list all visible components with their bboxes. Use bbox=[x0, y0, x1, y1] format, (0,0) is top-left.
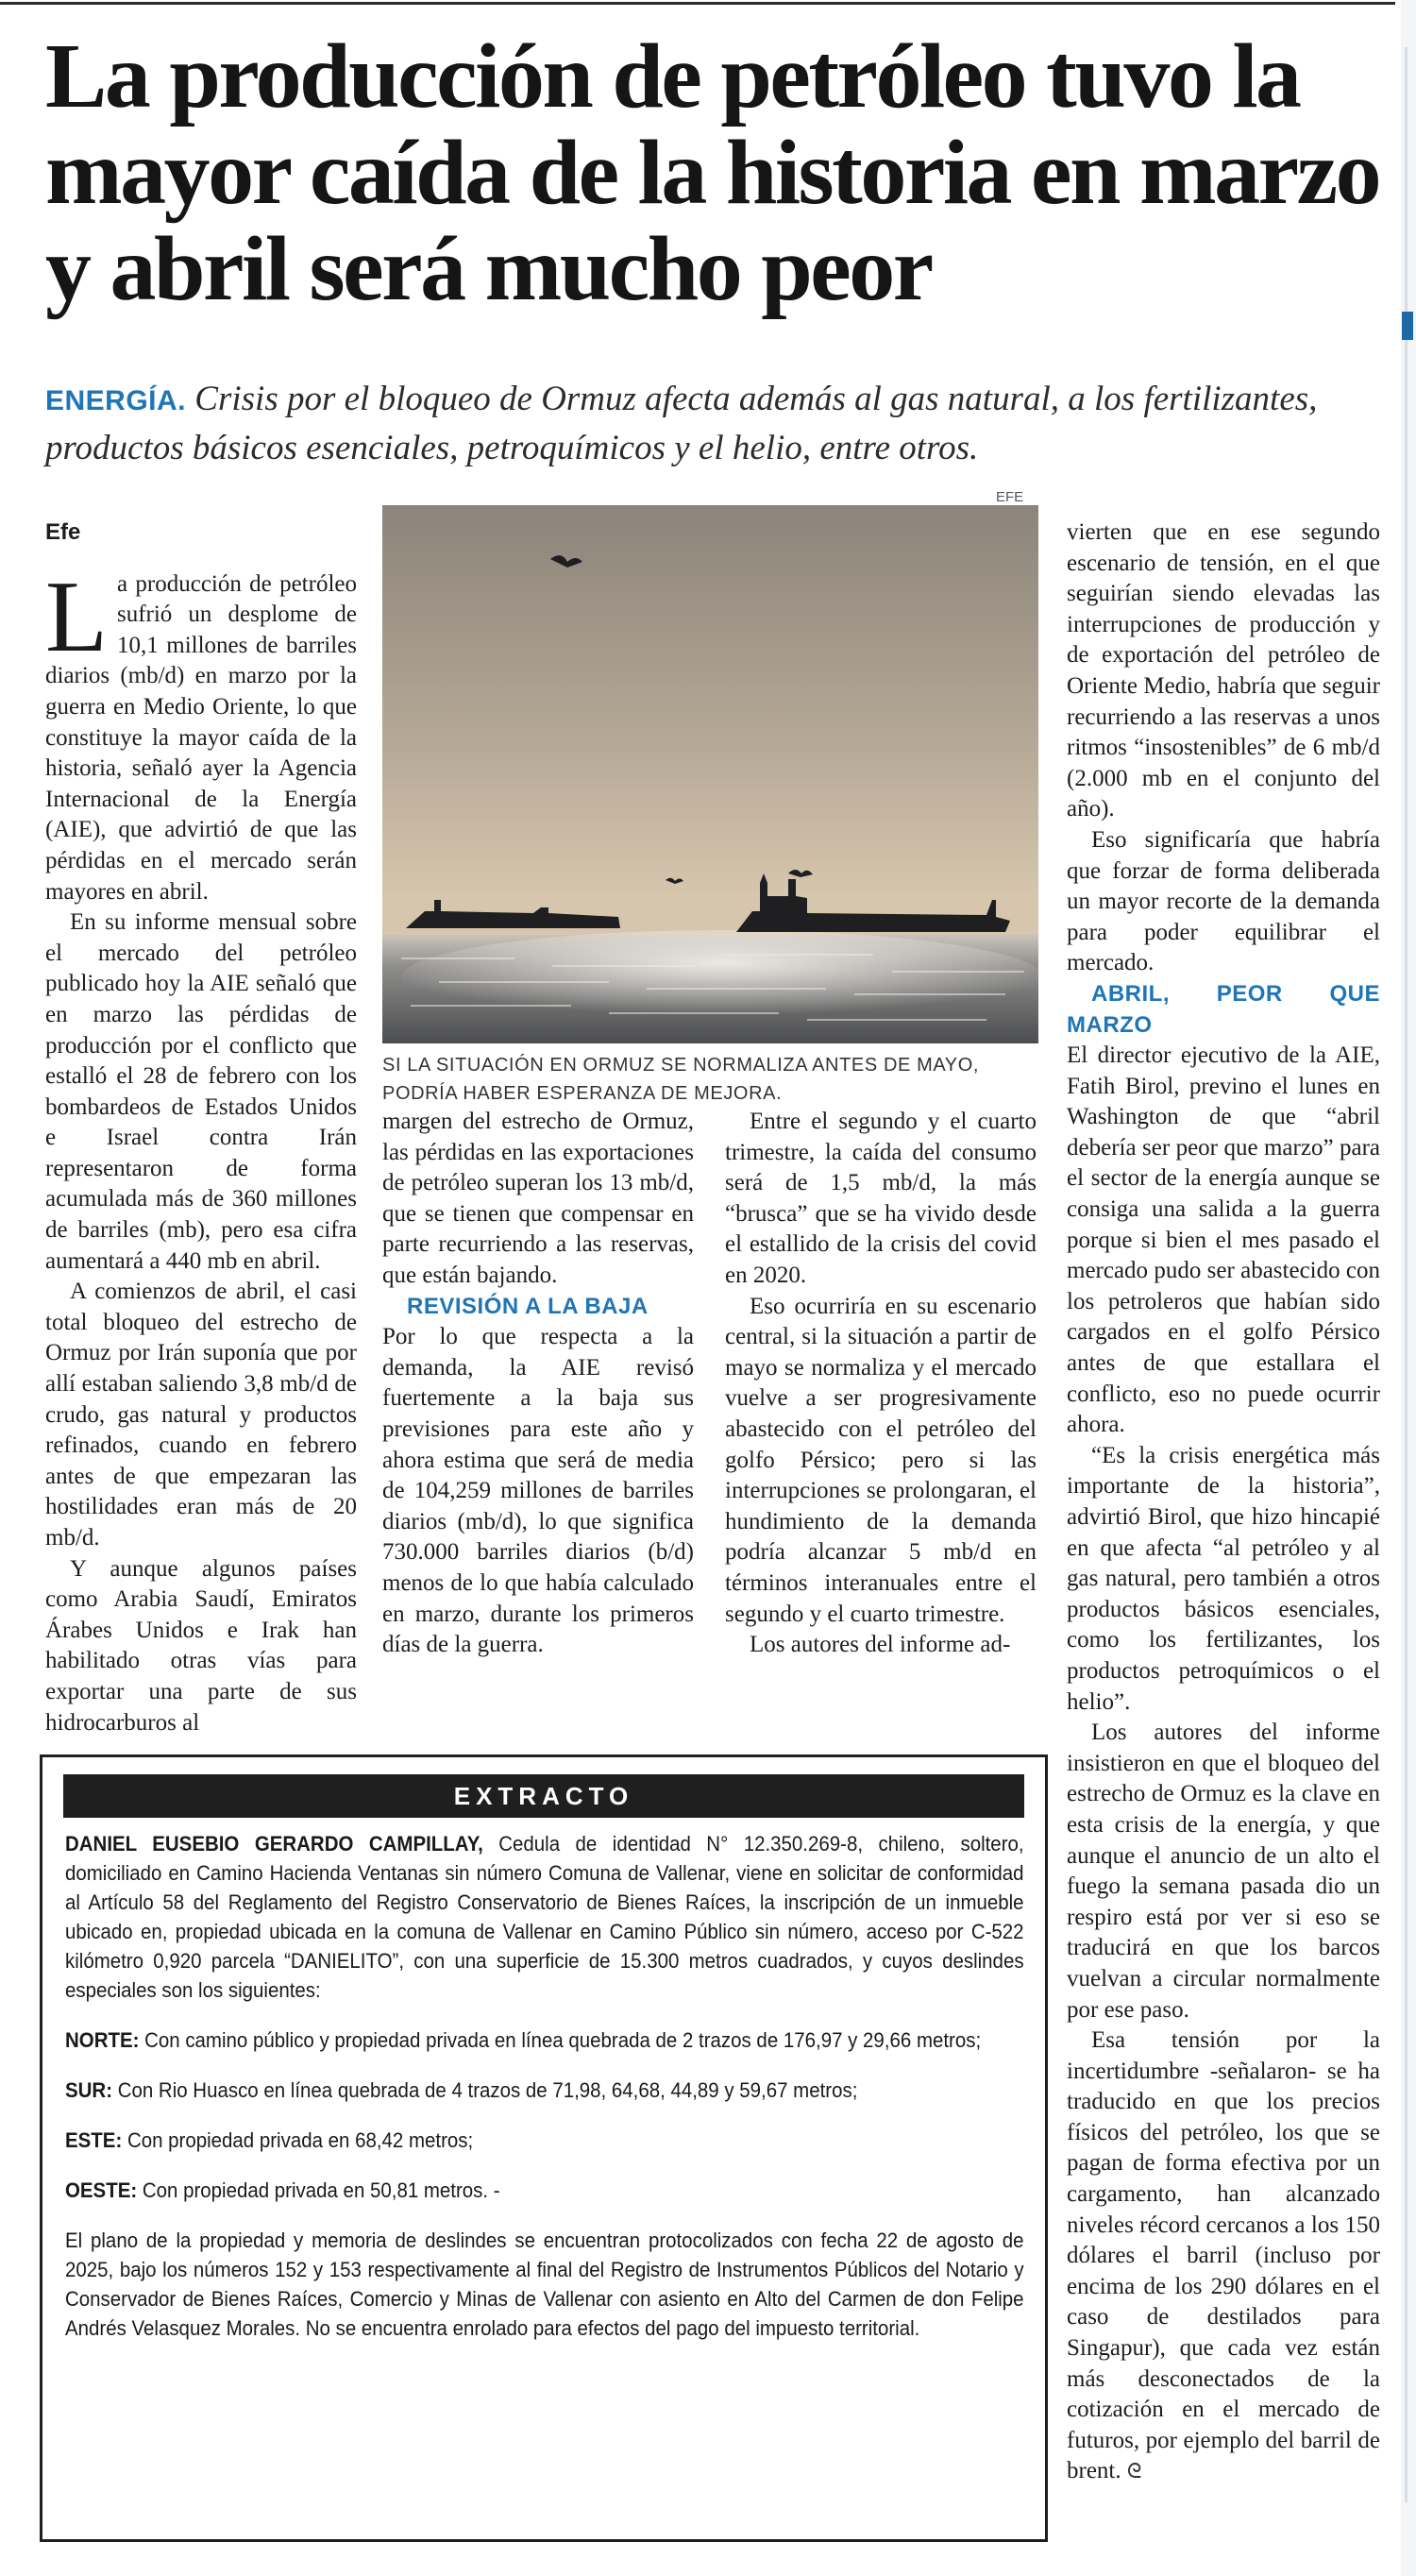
subhead-revision: REVISIÓN A LA BAJA bbox=[407, 1293, 649, 1319]
column-3 bbox=[725, 1107, 1037, 1661]
legal-notice-title: EXTRACTO bbox=[63, 1774, 1024, 1818]
top-rule bbox=[0, 2, 1395, 5]
col4-paragraph-2: Eso significaría que habría que forzar de forma deliberada un mayor recorte de la demanda para poder equilibrar el mercado. bbox=[1067, 826, 1380, 976]
deck-text: Crisis por el bloqueo de Ormuz afecta además al gas natural, a los fertilizantes, productos básicos esenciales, petroquímicos y el helio, entre otros. bbox=[45, 380, 1318, 467]
col3-paragraph-2: Eso ocurriría en su escenario central, si la situación a partir de mayo se normaliza y el mercado vuelve a ser progresivamente abastecido con el petróleo del golfo Pérsico; pero si las interrupciones se prolongaran, el hundimiento de la demanda podría alcanzar 5 mb/d en términos interanuales entre el segundo y el cuarto trimestre. bbox=[725, 1293, 1037, 1627]
boundary-south: SUR: Con Rio Huasco en línea quebrada de 4 trazos de 71,98, 64,68, 44,89 y 59,67 metros; bbox=[65, 2078, 858, 2102]
edge-rule bbox=[1405, 47, 1408, 2502]
col3-paragraph-1: Entre el segundo y el cuarto trimestre, la caída del consumo será de 1,5 mb/d, la más “brusca” que se ha vivido desde el estallido de la crisis del covid en 2020. bbox=[725, 1109, 1037, 1288]
col4-paragraph-1: vierten que en ese segundo escenario de tensión, en el que seguirían siendo elevadas las interrupciones de producción y de exportación del petróleo de Oriente Medio, habría que seguir recurriendo a las reservas a unos ritmos “insostenibles” de 6 mb/d (2.000 mb en el conjunto del año). bbox=[1067, 519, 1380, 822]
deck bbox=[45, 376, 1386, 472]
col2-paragraph-2: Por lo que respecta a la demanda, la AIE revisó fuertemente a la baja sus previsiones para este año y ahora estima que será de media de 104,259 millones de barriles diarios (mb/d), lo que significa 730.000 barriles diarios (b/d) menos de lo que había calculado en marzo, durante los primeros días de la guerra. bbox=[382, 1324, 694, 1658]
col4-paragraph-4: “Es la crisis energética más importante de la historia”, advirtió Birol, que hizo hincapié en que afecta “al petróleo y al gas natural, pero también a otros productos básicos esenciales, como los fertilizantes, los productos petroquímicos o el helio”. bbox=[1067, 1442, 1380, 1715]
article-photo bbox=[382, 505, 1038, 1043]
column-2 bbox=[382, 1107, 694, 1661]
byline: Efe bbox=[45, 519, 81, 545]
photo-credit: EFE bbox=[996, 489, 1024, 505]
subhead-abril: ABRIL, PEOR QUE MARZO bbox=[1067, 980, 1380, 1038]
boundary-north: NORTE: Con camino público y propiedad privada en línea quebrada de 2 trazos de 176,97 y 29,66 metros; bbox=[65, 2028, 982, 2052]
legal-notice-box bbox=[40, 1754, 1048, 2542]
col2-paragraph-1: margen del estrecho de Ormuz, las pérdidas en las exportaciones de petróleo superan los 13 mb/d, que se tienen que compensar en parte recurriendo a las reservas, que están bajando. bbox=[382, 1109, 694, 1288]
col1-paragraph-1: La producción de petróleo sufrió un desplome de 10,1 millones de barriles diarios (mb/d) en marzo por la guerra en Medio Oriente, lo que constituye la mayor caída de la historia, señaló ayer la Agencia Internacional de la Energía (AIE), que advirtió de que las pérdidas en el mercado serán mayores en abril. bbox=[45, 560, 357, 905]
boundary-west: OESTE: Con propiedad privada en 50,81 metros. - bbox=[65, 2178, 500, 2202]
dropcap: L bbox=[45, 560, 108, 673]
col1-paragraph-3: A comienzos de abril, el casi total bloqueo del estrecho de Ormuz por Irán suponía que por allí estaban saliendo 3,8 mb/d de crudo, gas natural y productos refinados, cuando en febrero antes de que empezaran las hostilidades eran más de 20 mb/d. bbox=[45, 1279, 357, 1551]
legal-notice-body bbox=[65, 1829, 1024, 2364]
col3-paragraph-3: Los autores del informe ad- bbox=[750, 1632, 1011, 1658]
end-mark: ᘓ bbox=[1126, 2459, 1142, 2483]
legal-notice-closing: El plano de la propiedad y memoria de deslindes se encuentran protocolizados con fecha 22 de agosto de 2025, bajo los números 152 y 153 respectivamente al final del Registro de Instrumentos Públicos del Notario y Conservador de Bienes Raíces, Comercio y Minas de Vallenar con asiento en Alto del Carmen de don Felipe Andrés Velasquez Morales. No se encuentra enrolado para efectos del pago del impuesto territorial. bbox=[65, 2229, 1024, 2340]
edge-color-mark bbox=[1402, 312, 1413, 340]
sea-tankers-photo bbox=[382, 505, 1038, 1043]
photo-caption: SI LA SITUACIÓN EN ORMUZ SE NORMALIZA ANTES DE MAYO, PODRÍA HABER ESPERANZA DE MEJORA. bbox=[382, 1055, 980, 1104]
column-4 bbox=[1067, 517, 1380, 2487]
applicant-name: DANIEL EUSEBIO GERARDO CAMPILLAY, bbox=[65, 1832, 483, 1856]
headline: La producción de petróleo tuvo la mayor caída de la historia en marzo y abril será mucho peor bbox=[45, 25, 1380, 320]
col4-paragraph-3: El director ejecutivo de la AIE, Fatih Birol, previno el lunes en Washington de que “abril debería ser peor que marzo” para el sector de la energía aunque se consiga una salida a la guerra porque si bien el mes pasado el mercado pudo ser abastecido con los petroleros que habían sido cargados en el golfo Pérsico antes de que estallara el conflicto, eso no puede ocurrir ahora. bbox=[1067, 1042, 1380, 1438]
col1-paragraph-4: Y aunque algunos países como Arabia Saudí, Emiratos Árabes Unidos e Irak han habilitado otras vías para exportar una parte de sus hidrocarburos al bbox=[45, 1555, 357, 1736]
boundary-east: ESTE: Con propiedad privada en 68,42 metros; bbox=[65, 2128, 474, 2152]
deck-kicker: ENERGÍA. bbox=[45, 385, 187, 416]
adjacent-page-edge bbox=[1401, 0, 1416, 2576]
col4-paragraph-5: Los autores del informe insistieron en que el bloqueo del estrecho de Ormuz es la clave en esta crisis de la energía, y que aunque el anuncio de un alto el fuego la semana pasada dio un respiro está por ver si eso se traducirá en que los barcos vuelvan a circular normalmente por ese paso. bbox=[1067, 1720, 1380, 2023]
legal-notice-intro: DANIEL EUSEBIO GERARDO CAMPILLAY, Cedula de identidad N° 12.350.269-8, chileno, soltero, domiciliado en Camino Hacienda Ventanas sin número Comuna de Vallenar, viene en solicitar de conformidad al Artículo 58 del Reglamento del Registro Conservatorio de Bienes Raíces, la inscripción de un inmueble ubicado en, propiedad ubicada en la comuna de Vallenar en Camino Público sin número, acceso por C-522 kilómetro 0,920 parcela “DANIELITO”, con una superficie de 15.300 metros cuadrados, y cuyos deslindes especiales son los siguientes: bbox=[65, 1832, 1024, 2002]
col4-paragraph-6: Esa tensión por la incertidumbre -señalaron- se ha traducido en que los precios físicos del petróleo, los que se pagan de forma efectiva por un cargamento, han alcanzado niveles récord cercanos a los 150 dólares el barril (incluso por encima de los 290 dólares en el caso de destilados para Singapur), que cada vez están más desconectados de la cotización en el mercado de futuros, por ejemplo del barril de brent. ᘓ bbox=[1067, 2027, 1380, 2484]
col1-paragraph-2: En su informe mensual sobre el mercado del petróleo publicado hoy la AIE señaló que en marzo las pérdidas de producción por el conflicto que estalló el 28 de febrero con los bombardeos de Estados Unidos e Israel contra Irán representaron de forma acumulada más de 360 millones de barriles (mb), pero esa cifra aumentará a 440 mb en abril. bbox=[45, 909, 357, 1274]
column-1 bbox=[45, 517, 357, 1738]
